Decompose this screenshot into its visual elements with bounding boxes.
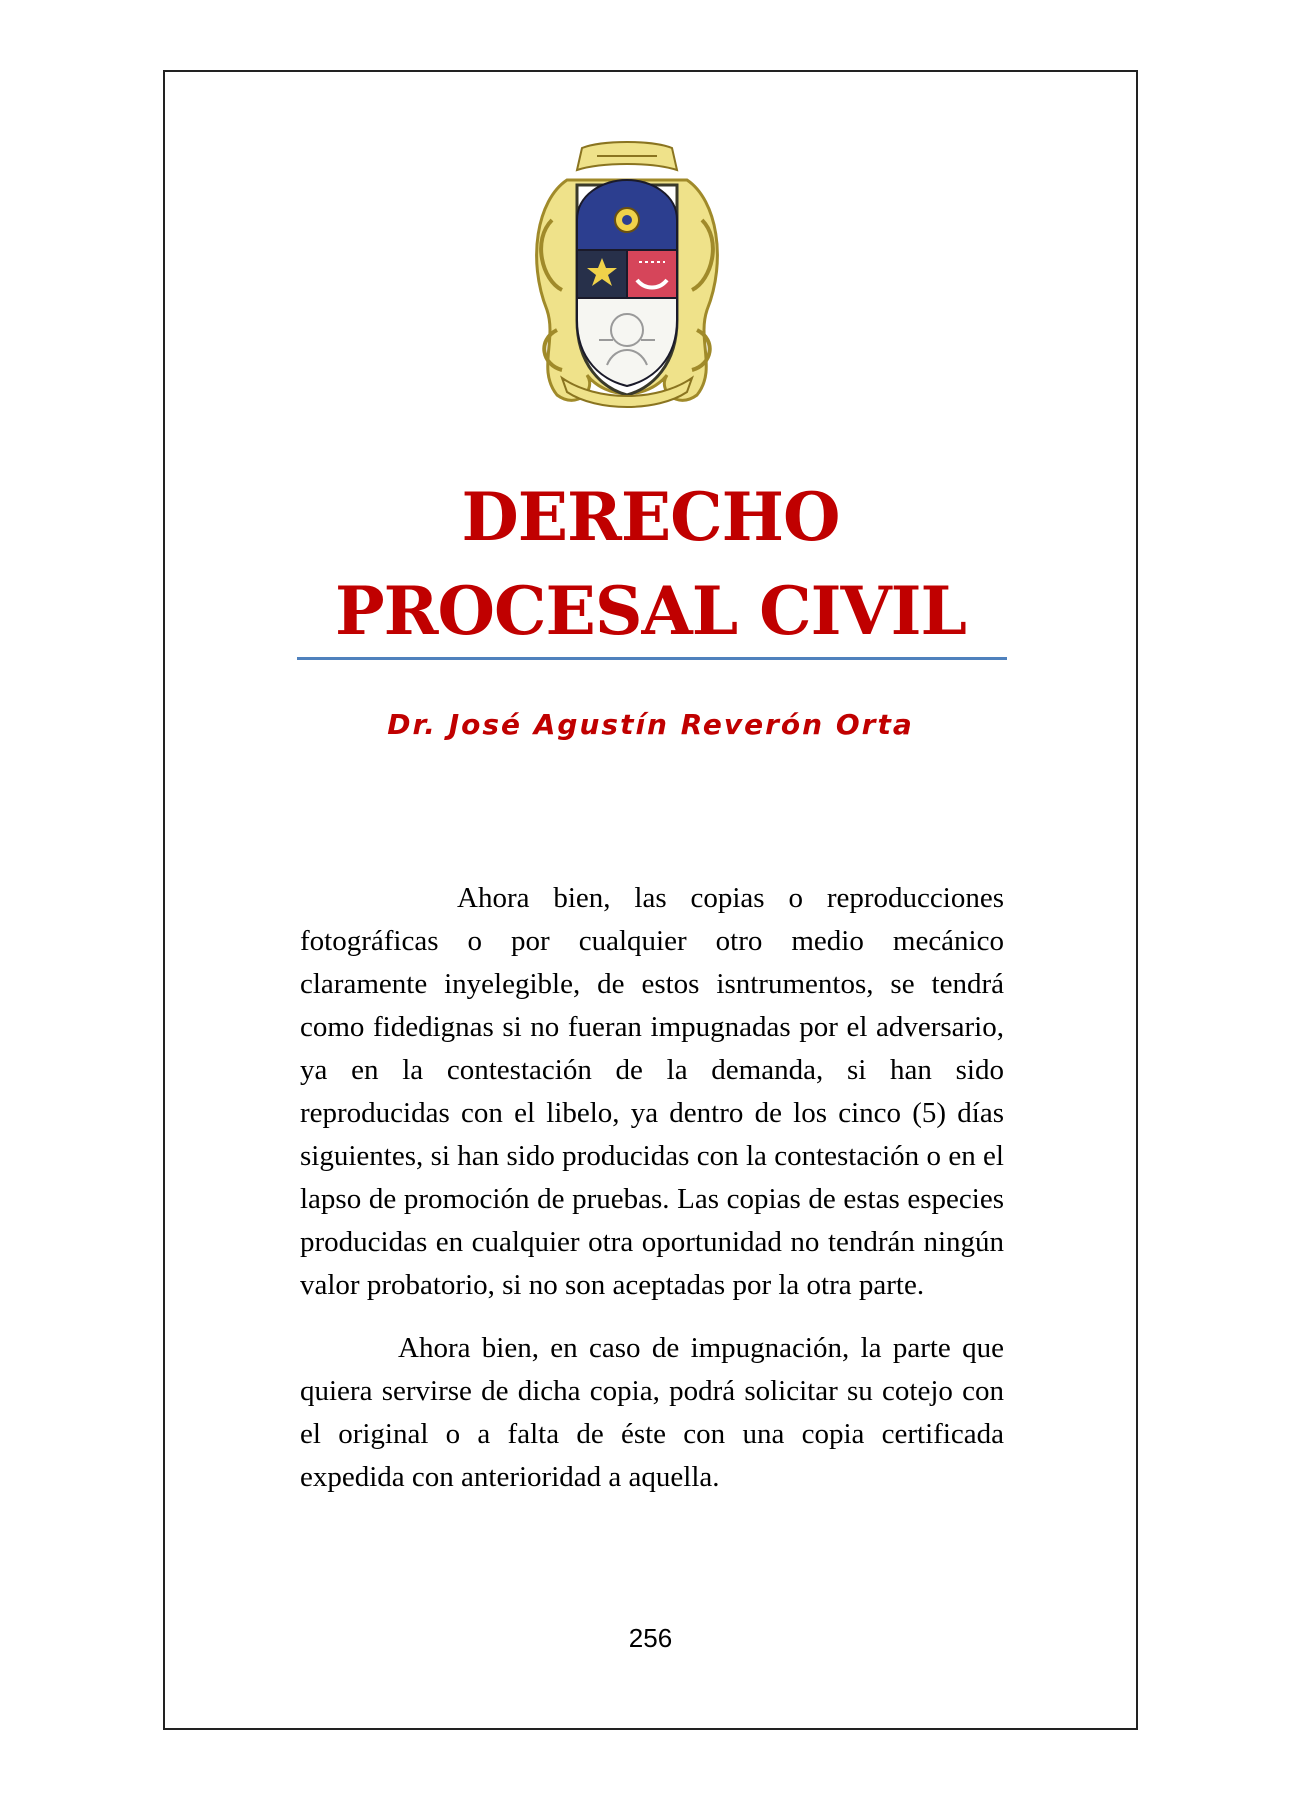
document-title [163,470,1138,658]
page-number: 256 [628,1623,673,1653]
author-name: Dr. José Agustín Reverón Orta [387,708,914,741]
title-line-2: PROCESAL CIVIL [335,572,966,650]
title-divider [297,657,1007,660]
body-text [300,877,1004,1519]
coat-of-arms-icon [527,140,727,420]
paragraph-2: Ahora bien, en caso de impugnación, la parte que quiera servirse de dicha copia, podrá solicitar su cotejo con el original o a falta de éste con una copia certificada expedida con anterioridad a aquella. [300,1332,1004,1493]
paragraph-1: Ahora bien, las copias o reproducciones fotográficas o por cualquier otro medio mecánico claramente inyelegible, de estos isntrumentos, se tendrá como fidedignas si no fueran impugnadas por el adversario, ya en la contestación de la demanda, si han sido reproducidas con el libelo, ya dentro de los cinco (5) días siguientes, si han sido producidas con la contestación o en el lapso de promoción de pruebas. Las copias de estas especies producidas en cualquier otra oportunidad no tendrán ningún valor probatorio, si no son aceptadas por la otra parte. [300,882,1004,1301]
title-line-1: DERECHO [461,478,840,556]
